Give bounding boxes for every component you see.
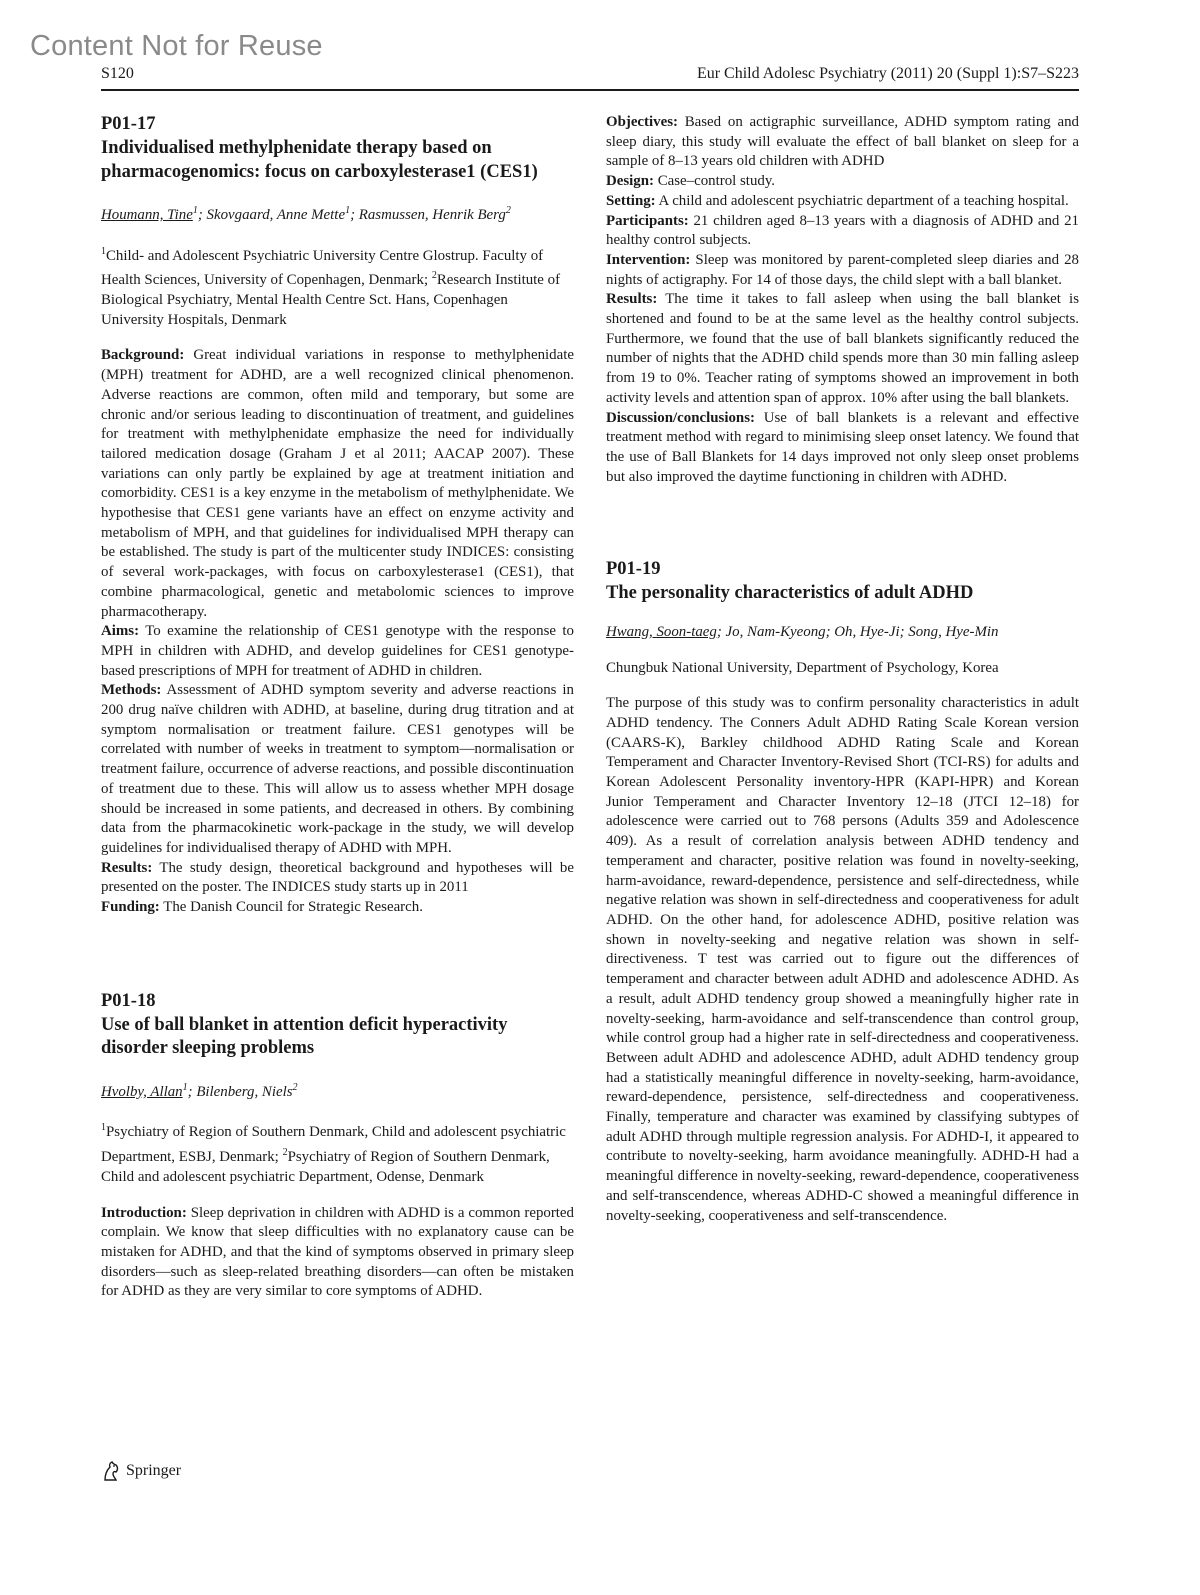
section-setting	[606, 192, 1079, 212]
journal-citation: Eur Child Adolesc Psychiatry (2011) 20 (Suppl 1):S7–S223	[696, 65, 1079, 82]
author-list	[606, 623, 1079, 643]
section-intervention	[606, 251, 1079, 290]
section-objectives	[606, 113, 1079, 172]
abstract-p01-19	[606, 558, 1079, 1226]
section-label: Objectives:	[606, 114, 678, 130]
right-column	[606, 113, 1079, 1226]
affil-sup: 2	[282, 1147, 288, 1159]
section-text: Use of ball blankets is a relevant and effective treatment method with regard to minimising sleep onset latency. We found that the use of Ball Blankets for 14 days improved not only sleep onset problems but also improved the daytime functioning in children with ADHD.	[606, 409, 1079, 485]
section-results	[606, 290, 1079, 408]
presenting-author: Houmann, Tine	[101, 206, 193, 223]
section-label: Funding:	[101, 899, 160, 916]
section-text: The Danish Council for Strategic Research.	[163, 899, 423, 916]
section-text: Sleep deprivation in children with ADHD is a common reported complain. We know that sleep difficulties with no explanatory cause can be mistaken for ADHD, and that the kind of symptoms observed in primary sleep disorders—such as sleep-related breathing disorders—can often be mistaken for ADHD as they are very similar to core symptoms of ADHD.	[101, 1204, 574, 1300]
page-number: S120	[101, 65, 134, 82]
section-text: Assessment of ADHD symptom severity and adverse reactions in 200 drug naïve children with ADHD, at baseline, during drug titration and at symptom normalisation or treatment failure. CES1 genotypes will be correlated with number of weeks in treatment to symptom—normalisation or treatment failure, occurrence of adverse reactions, and possible discontinuation of treatment due to these. This will allow us to assess whether MPH dosage should be increased in some patients, and decreased in others. By combining data from the pharmacokinetic work-package in the study, we will develop guidelines for individualised therapy of ADHD with MPH.	[101, 682, 574, 856]
abstract-title: The personality characteristics of adult ADHD	[606, 583, 974, 604]
affil-sup: 1	[101, 245, 106, 257]
section-text: The study design, theoretical background and hypotheses will be presented on the poster. The INDICES study starts up in 2011	[101, 859, 574, 896]
affil-sup: 2	[431, 270, 437, 282]
affil-sup: 1	[101, 1122, 106, 1134]
section-label: Background:	[101, 347, 185, 364]
section-label: Methods:	[101, 682, 162, 699]
section-label: Design:	[606, 173, 654, 190]
abstract-p01-18	[101, 990, 574, 1302]
abstract-p01-17	[101, 113, 574, 918]
section-funding	[101, 898, 574, 918]
author-affil-sup: 1	[182, 1081, 188, 1093]
abstract-body: The purpose of this study was to confirm personality characteristics in adult ADHD tendency. The Conners Adult ADHD Rating Scale Korean version (CAARS-K), Barkley childhood ADHD Rating Scale and Korean Temperament and Character Inventory-Revised Short (TCI-RS) for adults and Korean Adolescent Personality inventory-HPR (KAPI-HPR) and Korean Junior Temperament and Character Inventory 12–18 (JTCI 12–18) for adolescence were carried out to 768 persons (Adults 359 and Adolescence 409). As a result of correlation analysis between ADHD tendency and temperament and character, positive relation was found in novelty-seeking, harm-avoidance, reward-dependence, persistence and self-directedness, while negative relation was shown in self-directedness and cooperativeness for adult ADHD. On the other hand, for adolescence ADHD, positive relation was shown in novelty-seeking and negative relation was shown in self-directiveness. T test was carried out to figure out the differences of temperament and character between adult ADHD and adolescence ADHD. As a result, adult ADHD tendency group showed a meaningfully higher rate in novelty-seeking, harm-avoidance and self-transcendence than control group, while control group had a higher rate in self-directedness and cooperativeness. Between adult ADHD and adolescence ADHD, adult ADHD tendency group had a statistically meaningful difference in novelty-seeking, harm-avoidance, reward-dependence, persistence, self-directedness and cooperativeness. Finally, temperature and character was examined by classifying subtypes of adult ADHD through multiple regression analysis. For ADHD-I, it appeared to contribute to novelty-seeking, harm avoidance meaningfully. ADHD-H had a meaningful difference in novelty-seeking, reward-dependence, cooperativeness and self-transcendence, whereas ADHD-C showed a meaningful difference in novelty-seeking, cooperativeness and self-transcendence.	[606, 695, 1079, 1224]
section-label: Introduction:	[101, 1204, 187, 1221]
running-header	[101, 63, 1079, 91]
affiliation: Child- and Adolescent Psychiatric University Centre Glostrup. Faculty of Health Sciences, University of Copenhagen, Denmark;	[101, 247, 544, 289]
section-text: Based on actigraphic surveillance, ADHD symptom rating and sleep diary, this study will evaluate the effect of ball blanket on sleep for a sample of 8–13 years old children with ADHD	[606, 114, 1079, 170]
section-label: Discussion/conclusions:	[606, 409, 755, 426]
affiliations	[101, 1118, 574, 1187]
section-label: Results:	[606, 291, 658, 308]
author-affil-sup: 2	[505, 205, 511, 216]
section-label: Results:	[101, 859, 153, 876]
author: Rasmussen, Henrik Berg	[358, 206, 506, 223]
abstract-id: P01-19	[606, 559, 661, 580]
presenting-author: Hvolby, Allan	[101, 1083, 183, 1100]
author: Skovgaard, Anne Mette	[206, 206, 346, 223]
publisher-footer	[101, 1460, 181, 1482]
abstract-id: P01-17	[101, 114, 156, 134]
left-column	[101, 113, 574, 1302]
section-label: Participants:	[606, 212, 689, 229]
author-list: Hvolby, Allan$^1$; Bilenberg, Niels$^2$	[101, 1081, 298, 1100]
affiliation: Chungbuk National University, Department of Psychology, Korea	[606, 659, 999, 676]
author-affil-sup: 1	[345, 205, 351, 216]
affiliation: Research Institute of Biological Psychiatry, Mental Health Centre Sct. Hans, Copenhagen University Hospitals, Denmark	[101, 272, 561, 328]
springer-horse-icon	[101, 1460, 121, 1482]
authors-rest: ; Jo, Nam-Kyeong; Oh, Hye-Ji; Song, Hye-Min	[716, 623, 999, 640]
section-label: Aims:	[101, 623, 140, 640]
abstract-title: Use of ball blanket in attention deficit hyperactivity disorder sleeping problems	[101, 1014, 508, 1059]
section-text: Sleep was monitored by parent-completed sleep diaries and 28 nights of actigraphy. For 14 of those days, the child slept with a ball blanket.	[606, 251, 1079, 288]
section-text: Case–control study.	[657, 173, 776, 190]
affiliations	[101, 242, 574, 331]
author-affil-sup: 1	[192, 205, 198, 216]
section-participants	[606, 212, 1079, 251]
abstract-body	[101, 1204, 574, 1303]
publisher-name: Springer	[126, 1462, 182, 1479]
abstract-id: P01-18	[101, 990, 156, 1011]
abstract-p01-18-continued	[606, 113, 1079, 487]
section-design	[606, 172, 1079, 192]
section-text: To examine the relationship of CES1 genotype with the response to MPH in children with ADHD, and develop guidelines for CES1 genotype-based prescriptions of MPH for treatment of ADHD in children.	[101, 623, 574, 679]
presenting-author: Hwang, Soon-taeg	[606, 623, 717, 640]
affiliation: Psychiatry of Region of Southern Denmark, Child and adolescent psychiatric Department, Odense, Denmark	[101, 1149, 550, 1185]
section-introduction	[101, 1204, 574, 1303]
section-text: A child and adolescent psychiatric department of a teaching hospital.	[658, 192, 1069, 209]
section-text: Great individual variations in response to methylphenidate (MPH) treatment for ADHD, are a well recognized clinical phenomenon. Adverse reactions are common, often mild and temporary, but some are chronic and/or serious leading to discontinuation of treatment, and guidelines for treatment with methylphenidate emphasize the need for individually tailored medication dosage (Graham J et al 2011; AACAP 2007). These variations can only partly be explained by age at treatment initiation and comorbidity. CES1 is a key enzyme in the metabolism of methylphenidate. We hypothesise that CES1 gene variants have an effect on enzyme activity and metabolism of MPH, and that guidelines for individualised MPH therapy can be established. The study is part of the multicenter study INDICES: consisting of several work-packages, with focus on carboxylesterase1 (CES1), that combine pharmacological, genetic and metabolomic sciences to improve pharmacotherapy.	[101, 347, 574, 620]
author-affil-sup: 2	[292, 1081, 298, 1093]
section-label: Setting:	[606, 192, 656, 209]
section-discussion	[606, 409, 1079, 488]
section-text: The time it takes to fall asleep when using the ball blanket is shortened and found to be at the same level as the healthy control subjects. Furthermore, we found that the use of ball blankets significantly reduced the number of nights that the ADHD child spends more than 30 min falling asleep from 19 to 0%. Teacher rating of symptoms showed an improvement in both activity levels and attention span of approx. 10% after using the ball blankets.	[606, 291, 1079, 406]
section-aims	[101, 622, 574, 681]
section-label: Intervention:	[606, 251, 691, 268]
abstract-title: Individualised methylphenidate therapy based on pharmacogenomics: focus on carboxylesterase1 (CES1)	[101, 138, 538, 182]
abstract-body	[101, 346, 574, 917]
watermark: Content Not for Reuse	[30, 30, 323, 62]
section-text: 21 children aged 8–13 years with a diagnosis of ADHD and 21 healthy control subjects.	[606, 212, 1079, 249]
section-methods	[101, 681, 574, 858]
section-background	[101, 346, 574, 622]
section-results	[101, 859, 574, 898]
author-list: Houmann, Tine$^1$; Skovgaard, Anne Mette$^1$; Rasmussen, Henrik Berg$^2$	[101, 205, 511, 223]
author: Bilenberg, Niels	[196, 1083, 293, 1100]
affiliation: Psychiatry of Region of Southern Denmark, Child and adolescent psychiatric Department, ESBJ, Denmark;	[101, 1124, 566, 1166]
